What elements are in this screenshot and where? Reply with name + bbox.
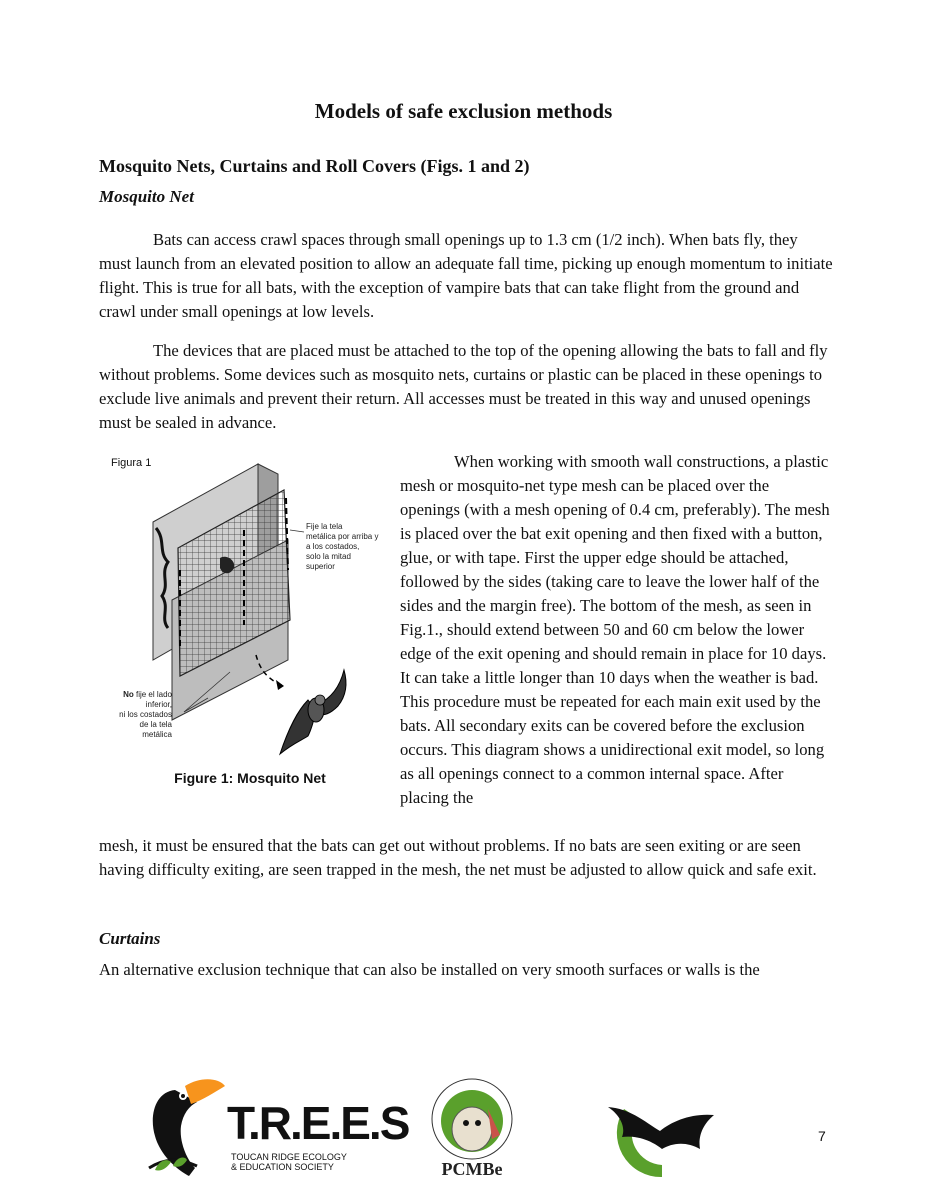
figure-mosquito-net bbox=[108, 450, 392, 802]
relcom-logo bbox=[606, 1083, 716, 1179]
pcmbe-emblem-icon bbox=[424, 1077, 520, 1161]
bat-emblem-icon bbox=[606, 1083, 716, 1179]
figure-note-bottom: No fije el lado inferior, ni los costados de la tela metálica bbox=[119, 690, 172, 739]
paragraph-4: An alternative exclusion technique that can also be installed on very smooth surfaces or walls is the bbox=[99, 960, 760, 979]
pcmbe-wordmark: PCMBe bbox=[441, 1159, 503, 1179]
trees-logo bbox=[145, 1072, 409, 1184]
subheading-mosquito-net: Mosquito Net bbox=[99, 187, 194, 206]
trees-subtitle: TOUCAN RIDGE ECOLOGY & EDUCATION SOCIETY bbox=[231, 1152, 347, 1172]
toucan-icon bbox=[145, 1072, 235, 1184]
page-title: Models of safe exclusion methods bbox=[314, 99, 613, 123]
section-heading: Mosquito Nets, Curtains and Roll Covers (Figs. 1 and 2) bbox=[99, 156, 530, 176]
paragraph-3-side: When working with smooth wall constructions, a plastic mesh or mosquito-net type mesh can be placed over the openings (with a mesh opening of 0.4 cm, preferably). The mesh is placed over the bat exit opening and then fixed with a button, glue, or with tape. First the upper edge should be attached, followed by the sides (taking care to leave the lower half of the sides and the margin free). The bottom of the mesh, as seen in Fig.1., should extend between 50 and 60 cm below the lower edge of the exit opening and should remain in place for 10 days. It can take a little longer than 10 days when the weather is bad. This procedure must be repeated for each main exit used by the bats. All secondary exits can be covered before the exclusion occurs. This diagram shows a unidirectional exit model, so long as all openings connect to a common internal space. After placing the bbox=[400, 452, 830, 807]
bat-icon bbox=[280, 670, 346, 754]
paragraph-1: Bats can access crawl spaces through small openings up to 1.3 cm (1/2 inch). When bats fly, they must launch from an elevated position to allow an adequate fall time, picking up enough momentum to initiate flight. This is true for all bats, with the exception of vampire bats that can take flight from the ground and crawl under small openings at low levels. bbox=[99, 230, 833, 321]
pcmbe-logo bbox=[424, 1077, 520, 1181]
paragraph-3-continued: mesh, it must be ensured that the bats can get out without problems. If no bats are seen exiting or are seen having difficulty exiting, are seen trapped in the mesh, the net must be adjusted to allow quick and safe exit. bbox=[99, 836, 817, 879]
figure-caption: Figure 1: Mosquito Net bbox=[174, 770, 326, 786]
trees-wordmark: T.R.E.E.S bbox=[227, 1097, 409, 1149]
page-number: 7 bbox=[818, 1128, 826, 1144]
paragraph-2: The devices that are placed must be attached to the top of the opening allowing the bats to fall and fly without problems. Some devices such as mosquito nets, curtains or plastic can be placed in these openings to exclude live animals and prevent their return. All accesses must be treated in this way and unused openings must be sealed in advance. bbox=[99, 341, 828, 432]
figure-note-top: Fije la tela metálica por arriba y a los costados, solo la mitad superior bbox=[306, 522, 379, 571]
subheading-curtains: Curtains bbox=[99, 929, 161, 948]
figure-label: Figura 1 bbox=[111, 457, 152, 469]
